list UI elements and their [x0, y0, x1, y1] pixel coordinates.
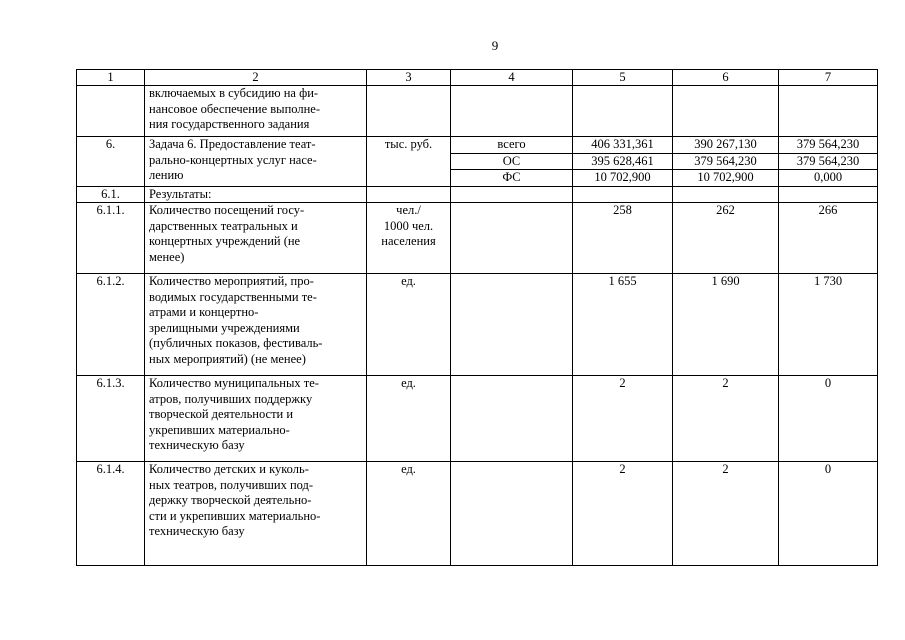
task6-unit: тыс. руб. [367, 137, 451, 187]
task6-value: 406 331,361 [573, 137, 673, 154]
column-header: 1 [77, 70, 145, 86]
result-row [77, 462, 878, 566]
result-value: 2 [573, 376, 673, 462]
task6-source-label: ФС [451, 170, 573, 187]
task6-row-total [77, 137, 878, 154]
task6-number: 6. [77, 137, 145, 187]
continuation-text: включаемых в субсидию на фи- нансовое обеспечение выполне- ния государственного задания [145, 86, 367, 137]
result-value: 1 655 [573, 274, 673, 376]
task6-value: 379 564,230 [779, 137, 878, 154]
result-value: 1 690 [673, 274, 779, 376]
task6-value: 10 702,900 [673, 170, 779, 187]
results-label: Результаты: [145, 186, 367, 203]
results-number: 6.1. [77, 186, 145, 203]
result-value: 0 [779, 376, 878, 462]
result-value: 0 [779, 462, 878, 566]
column-number-row [77, 70, 878, 86]
result-row [77, 376, 878, 462]
page-number: 9 [491, 38, 499, 53]
result-unit: ед. [367, 462, 451, 566]
task6-value: 390 267,130 [673, 137, 779, 154]
task6-value: 0,000 [779, 170, 878, 187]
result-text: Количество муниципальных те- атров, получивших поддержку творческой деятельности и укрепивших материально- техническую базу [145, 376, 367, 462]
column-header: 3 [367, 70, 451, 86]
result-unit: чел./ 1000 чел. населения [367, 203, 451, 274]
column-header: 5 [573, 70, 673, 86]
result-row [77, 203, 878, 274]
task6-value: 379 564,230 [779, 153, 878, 170]
column-header: 6 [673, 70, 779, 86]
result-number: 6.1.4. [77, 462, 145, 566]
result-row [77, 274, 878, 376]
result-number: 6.1.1. [77, 203, 145, 274]
results-header-row [77, 186, 878, 203]
task6-value: 379 564,230 [673, 153, 779, 170]
result-value: 2 [673, 462, 779, 566]
result-value: 266 [779, 203, 878, 274]
task6-source-label: всего [451, 137, 573, 154]
column-header: 7 [779, 70, 878, 86]
result-unit: ед. [367, 376, 451, 462]
result-text: Количество детских и куколь- ных театров, получивших под- держку творческой деятельно- сти и укрепивших материально- техническую базу [145, 462, 367, 566]
continuation-row [77, 86, 878, 137]
result-number: 6.1.3. [77, 376, 145, 462]
task6-text: Задача 6. Предоставление теат- рально-концертных услуг насе- лению [145, 137, 367, 187]
result-value: 2 [573, 462, 673, 566]
result-text: Количество мероприятий, про- водимых государственными те- атрами и концертно- зрелищными учреждениями (публичных показов, фестиваль- ных мероприятий) (не менее) [145, 274, 367, 376]
result-value: 262 [673, 203, 779, 274]
result-text: Количество посещений госу- дарственных театральных и концертных учреждений (не менее) [145, 203, 367, 274]
result-value: 2 [673, 376, 779, 462]
result-value: 1 730 [779, 274, 878, 376]
result-number: 6.1.2. [77, 274, 145, 376]
budget-table [76, 69, 878, 566]
column-header: 4 [451, 70, 573, 86]
task6-value: 10 702,900 [573, 170, 673, 187]
task6-source-label: ОС [451, 153, 573, 170]
task6-value: 395 628,461 [573, 153, 673, 170]
column-header: 2 [145, 70, 367, 86]
result-value: 258 [573, 203, 673, 274]
result-unit: ед. [367, 274, 451, 376]
